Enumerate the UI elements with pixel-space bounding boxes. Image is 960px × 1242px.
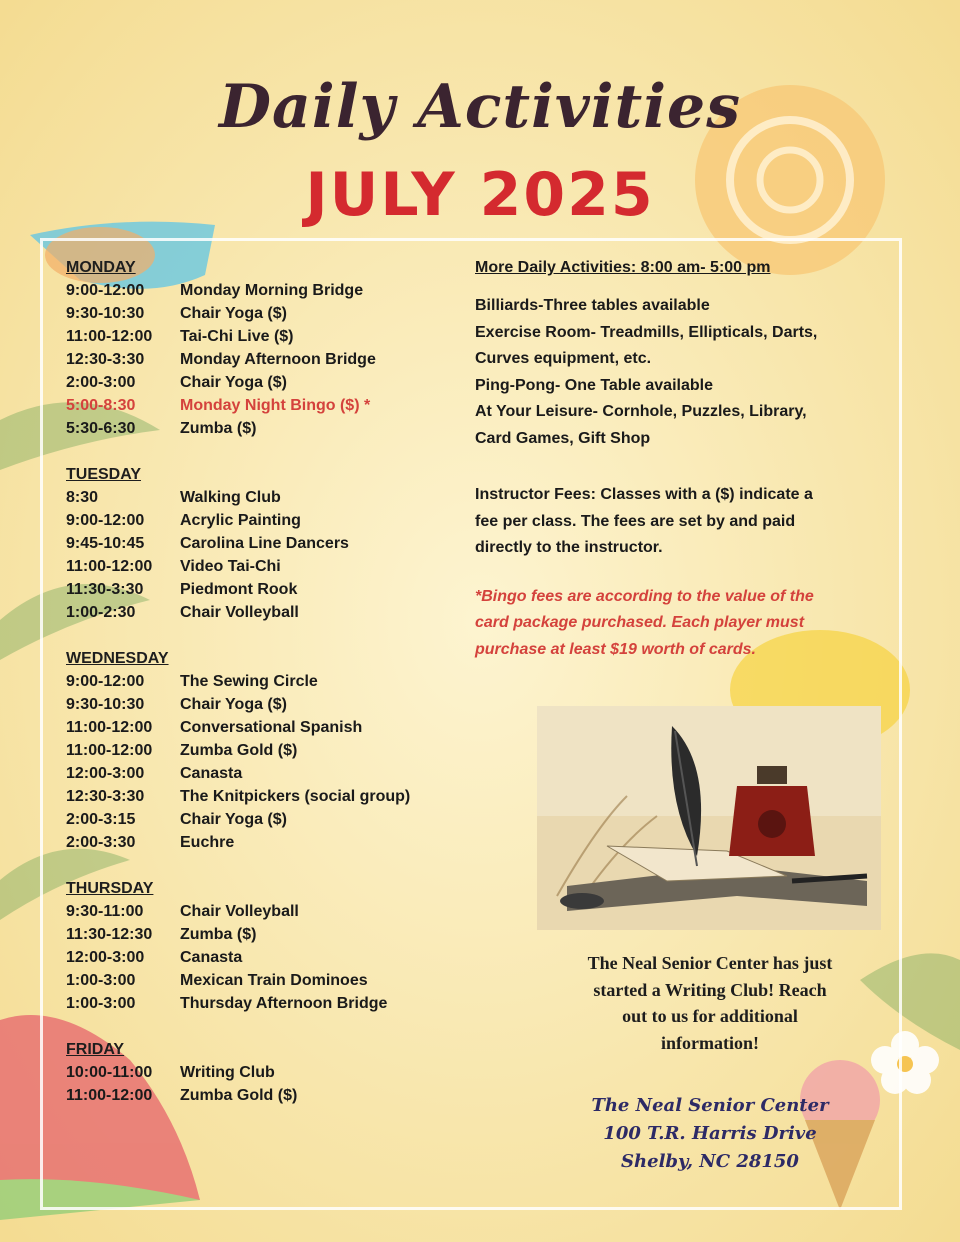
schedule-row xyxy=(66,992,466,1015)
schedule-row xyxy=(66,279,466,302)
schedule-row xyxy=(66,808,466,831)
time: 11:00-12:00 xyxy=(66,558,153,575)
page-title: Daily Activities xyxy=(219,72,741,142)
schedule-row xyxy=(66,900,466,923)
activity: Zumba ($) xyxy=(180,420,257,437)
activity: Monday Night Bingo ($) * xyxy=(180,397,371,414)
weekly-schedule xyxy=(66,256,466,1130)
time: 5:00-8:30 xyxy=(66,397,136,414)
more-line: Ping-Pong- One Table available xyxy=(475,376,713,394)
writing-club-announcement xyxy=(540,950,880,1056)
more-line: Curves equipment, etc. xyxy=(475,350,652,367)
schedule-row xyxy=(66,739,466,762)
activity: The Knitpickers (social group) xyxy=(180,788,411,805)
schedule-row xyxy=(66,601,466,624)
time: 2:00-3:30 xyxy=(66,834,136,851)
activity: Walking Club xyxy=(180,489,281,506)
schedule-row xyxy=(66,371,466,394)
time: 11:30-12:30 xyxy=(66,926,153,943)
more-line: Exercise Room- Treadmills, Ellipticals, Darts, xyxy=(475,323,818,341)
fees-line: directly to the instructor. xyxy=(475,539,663,556)
time: 10:00-11:00 xyxy=(66,1064,153,1081)
activity: Chair Yoga ($) xyxy=(180,811,287,828)
schedule-row xyxy=(66,578,466,601)
time: 11:00-12:00 xyxy=(66,719,153,736)
activity: Zumba Gold ($) xyxy=(180,742,298,759)
schedule-row xyxy=(66,486,466,509)
activity: Tai-Chi Live ($) xyxy=(180,328,294,345)
schedule-row xyxy=(66,762,466,785)
activity: Monday Morning Bridge xyxy=(180,282,364,299)
schedule-row xyxy=(66,693,466,716)
activity: Acrylic Painting xyxy=(180,512,301,529)
more-activities-heading: More Daily Activities: 8:00 am- 5:00 pm xyxy=(475,259,771,276)
activity: Chair Yoga ($) xyxy=(180,374,287,391)
month-title: JULY 2025 xyxy=(305,160,655,230)
time: 9:30-10:30 xyxy=(66,305,145,322)
schedule-row xyxy=(66,946,466,969)
time: 12:00-3:00 xyxy=(66,949,145,966)
activity: Monday Afternoon Bridge xyxy=(180,351,376,368)
bingo-line: card package purchased. Each player must xyxy=(475,614,805,631)
quill-ink-illustration xyxy=(537,706,881,930)
time: 2:00-3:00 xyxy=(66,374,136,391)
time: 9:45-10:45 xyxy=(66,535,145,552)
friday-block xyxy=(66,1038,466,1107)
tuesday-block xyxy=(66,463,466,624)
time: 1:00-2:30 xyxy=(66,604,136,621)
time: 8:30 xyxy=(66,489,99,506)
fees-line: Instructor Fees: Classes with a ($) indicate a xyxy=(475,486,813,503)
activity: Zumba ($) xyxy=(180,926,257,943)
fees-line: fee per class. The fees are set by and paid xyxy=(475,512,796,530)
time: 11:30-3:30 xyxy=(66,581,144,598)
schedule-row xyxy=(66,785,466,808)
thursday-block xyxy=(66,877,466,1015)
day-heading-tuesday: TUESDAY xyxy=(66,466,141,483)
time: 11:00-12:00 xyxy=(66,328,153,345)
schedule-row xyxy=(66,1061,466,1084)
time: 12:00-3:00 xyxy=(66,765,145,782)
activity: Chair Yoga ($) xyxy=(180,696,287,713)
instructor-fees xyxy=(475,482,895,562)
monday-block xyxy=(66,256,466,440)
schedule-row xyxy=(66,509,466,532)
activity: Thursday Afternoon Bridge xyxy=(180,995,388,1012)
activity: Carolina Line Dancers xyxy=(180,535,349,552)
time: 11:00-12:00 xyxy=(66,1087,153,1104)
schedule-row xyxy=(66,302,466,325)
schedule-row xyxy=(66,969,466,992)
schedule-row xyxy=(66,325,466,348)
time: 1:00-3:00 xyxy=(66,995,136,1012)
day-heading-wednesday: WEDNESDAY xyxy=(66,650,169,667)
time: 1:00-3:00 xyxy=(66,972,136,989)
schedule-row xyxy=(66,532,466,555)
activity: Canasta xyxy=(180,949,243,966)
schedule-row xyxy=(66,670,466,693)
schedule-row xyxy=(66,923,466,946)
day-heading-monday: MONDAY xyxy=(66,259,136,276)
center-name: The Neal Senior Center xyxy=(591,1095,829,1116)
time: 9:30-11:00 xyxy=(66,903,144,920)
activity: Chair Yoga ($) xyxy=(180,305,287,322)
writing-line: The Neal Senior Center has just xyxy=(587,953,833,973)
wednesday-block xyxy=(66,647,466,854)
activity: Writing Club xyxy=(180,1064,275,1081)
schedule-row xyxy=(66,348,466,371)
time: 5:30-6:30 xyxy=(66,420,136,437)
writing-line: started a Writing Club! Reach xyxy=(593,979,827,1000)
activity: Mexican Train Dominoes xyxy=(180,972,368,989)
activity: Conversational Spanish xyxy=(180,719,363,736)
schedule-row xyxy=(66,555,466,578)
time: 11:00-12:00 xyxy=(66,742,153,759)
schedule-row xyxy=(66,417,466,440)
schedule-row xyxy=(66,716,466,739)
activity: Chair Volleyball xyxy=(180,903,299,920)
right-column xyxy=(475,256,895,663)
time: 9:00-12:00 xyxy=(66,673,145,690)
bingo-line: purchase at least $19 worth of cards. xyxy=(475,640,756,658)
bingo-note xyxy=(475,584,895,664)
activity: Video Tai-Chi xyxy=(180,558,281,575)
time: 9:30-10:30 xyxy=(66,696,145,713)
activity: Canasta xyxy=(180,765,243,782)
bingo-line: *Bingo fees are according to the value of the xyxy=(475,587,814,605)
activity: Chair Volleyball xyxy=(180,604,299,621)
more-line: At Your Leisure- Cornhole, Puzzles, Library, xyxy=(475,403,807,420)
center-street: 100 T.R. Harris Drive xyxy=(603,1123,817,1144)
schedule-row-bingo xyxy=(66,394,466,417)
activity: Piedmont Rook xyxy=(180,581,298,598)
day-heading-thursday: THURSDAY xyxy=(66,880,154,897)
more-line: Card Games, Gift Shop xyxy=(475,429,651,447)
schedule-row xyxy=(66,831,466,854)
schedule-row xyxy=(66,1084,466,1107)
center-city: Shelby, NC 28150 xyxy=(621,1151,799,1172)
writing-line: information! xyxy=(661,1032,759,1053)
time: 9:00-12:00 xyxy=(66,282,145,299)
more-line: Billiards-Three tables available xyxy=(475,297,710,314)
time: 2:00-3:15 xyxy=(66,811,136,828)
day-heading-friday: FRIDAY xyxy=(66,1041,125,1058)
activity: Zumba Gold ($) xyxy=(180,1087,298,1104)
activity: Euchre xyxy=(180,834,235,851)
time: 12:30-3:30 xyxy=(66,788,145,805)
writing-line: out to us for additional xyxy=(622,1006,798,1026)
center-address xyxy=(560,1092,860,1176)
time: 9:00-12:00 xyxy=(66,512,145,529)
time: 12:30-3:30 xyxy=(66,351,145,368)
activity: The Sewing Circle xyxy=(180,673,318,690)
